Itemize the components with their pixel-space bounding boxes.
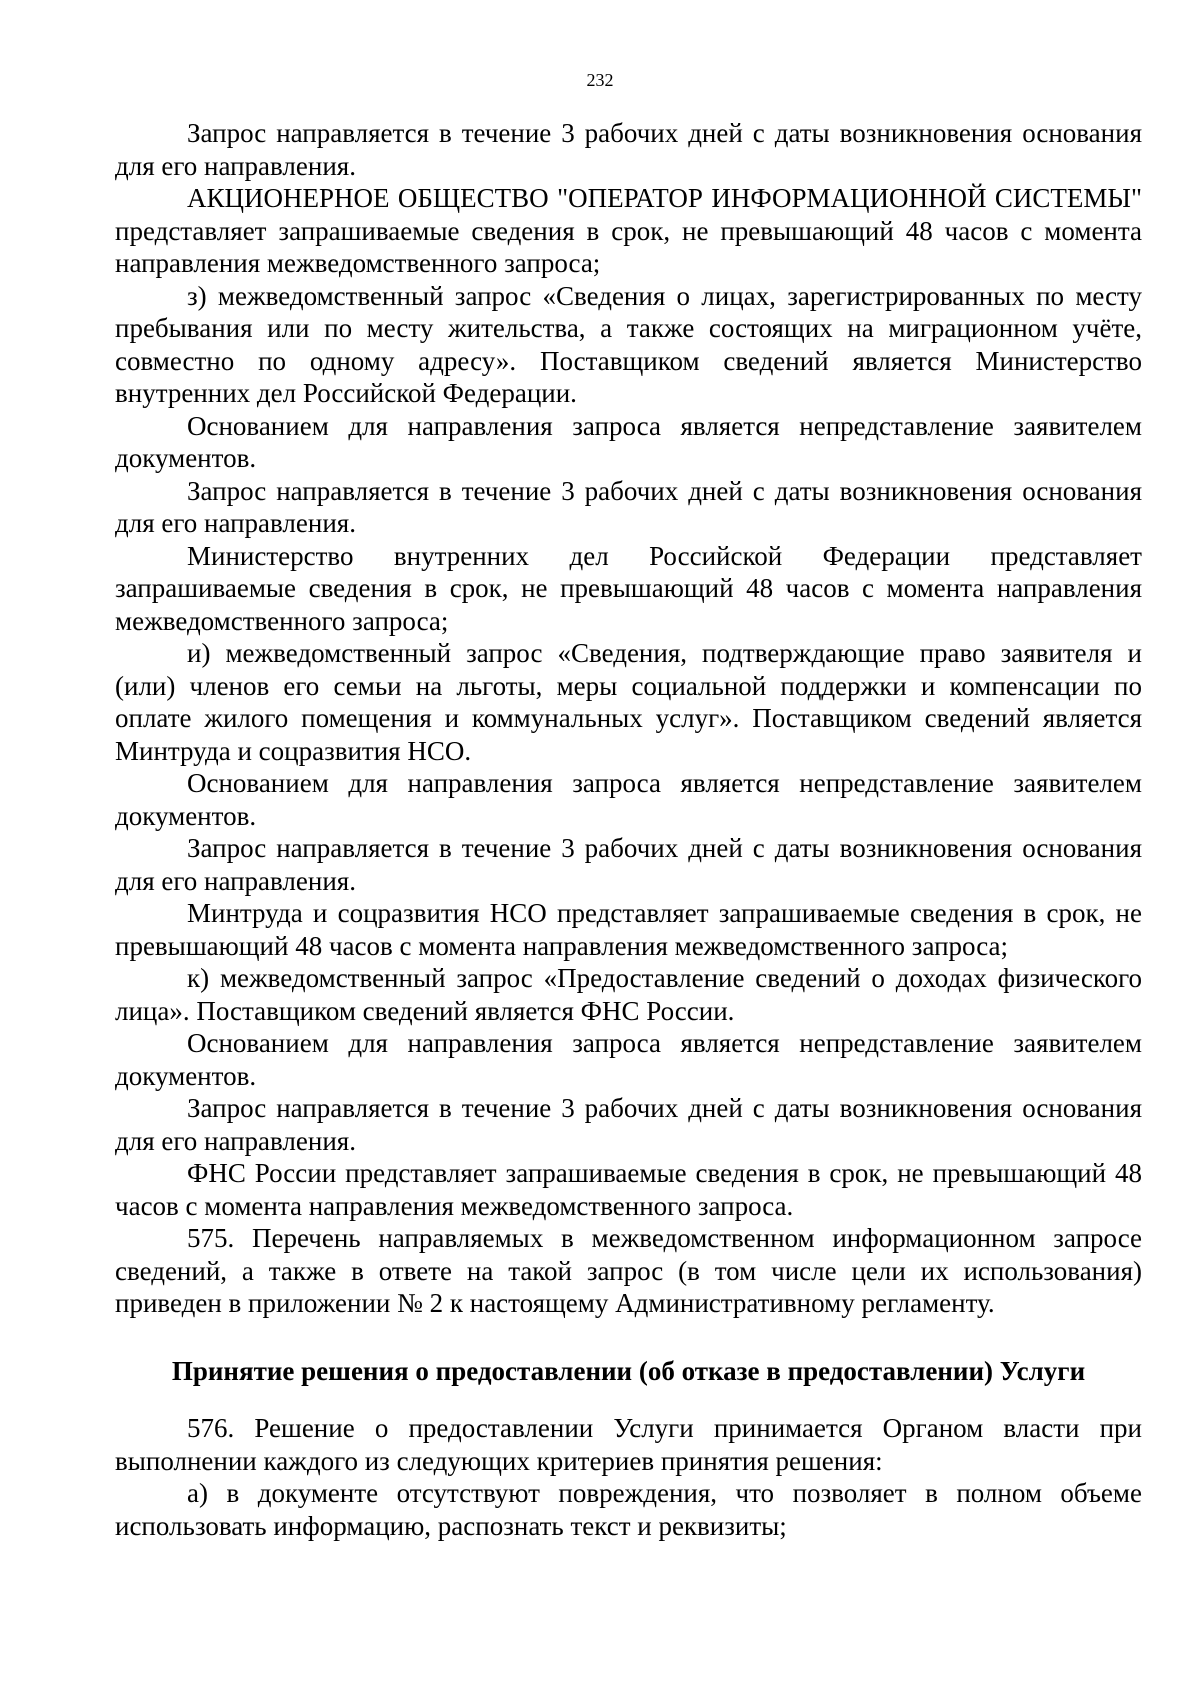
paragraph: 576. Решение о предоставлении Услуги принимается Органом власти при выполнении каждого из следующих критериев принятия решения: xyxy=(115,1413,1142,1476)
paragraph: Запрос направляется в течение 3 рабочих дней с даты возникновения основания для его направления. xyxy=(115,475,1142,538)
paragraph: Министерство внутренних дел Российской Федерации представляет запрашиваемые сведения в срок, не превышающий 48 часов с момента направления межведомственного запроса; xyxy=(115,540,1142,636)
paragraph: Основанием для направления запроса является непредставление заявителем документов. xyxy=(115,410,1142,473)
paragraph: з) межведомственный запрос «Сведения о лицах, зарегистрированных по месту пребывания или по месту жительства, а также состоящих на миграционном учёте, совместно по одному адресу». Поставщиком сведений является Министерство внутренних дел Российской Федерации. xyxy=(115,280,1142,408)
paragraph: 575. Перечень направляемых в межведомственном информационном запросе сведений, а также в ответе на такой запрос (в том числе цели их использования) приведен в приложении № 2 к настоящему Административному регламенту. xyxy=(115,1223,1142,1318)
section-heading: Принятие решения о предоставлении (об отказе в предоставлении) Услуги xyxy=(171,1355,1086,1386)
paragraph: к) межведомственный запрос «Предоставление сведений о доходах физического лица». Поставщиком сведений является ФНС России. xyxy=(115,963,1142,1026)
paragraph: Запрос направляется в течение 3 рабочих дней с даты возникновения основания для его направления. xyxy=(115,833,1142,896)
paragraph: а) в документе отсутствуют повреждения, что позволяет в полном объеме использовать информацию, распознать текст и реквизиты; xyxy=(115,1478,1142,1541)
paragraph: Запрос направляется в течение 3 рабочих дней с даты возникновения основания для его направления. xyxy=(115,1093,1142,1156)
paragraph: Основанием для направления запроса является непредставление заявителем документов. xyxy=(115,1028,1142,1091)
paragraph: АКЦИОНЕРНОЕ ОБЩЕСТВО "ОПЕРАТОР ИНФОРМАЦИОННОЙ СИСТЕМЫ" представляет запрашиваемые сведения в срок, не превышающий 48 часов с момента направления межведомственного запроса; xyxy=(115,183,1142,278)
paragraph: Запрос направляется в течение 3 рабочих дней с даты возникновения основания для его направления. xyxy=(115,118,1142,181)
document-body xyxy=(115,117,1142,1542)
page-number: 232 xyxy=(586,70,614,90)
paragraph: Минтруда и соцразвития НСО представляет запрашиваемые сведения в срок, не превышающий 48 часов с момента направления межведомственного запроса; xyxy=(115,898,1142,961)
paragraph: Основанием для направления запроса является непредставление заявителем документов. xyxy=(115,768,1142,831)
paragraph: ФНС России представляет запрашиваемые сведения в срок, не превышающий 48 часов с момента направления межведомственного запроса. xyxy=(115,1158,1142,1221)
paragraph: и) межведомственный запрос «Сведения, подтверждающие право заявителя и (или) членов его семьи на льготы, меры социальной поддержки и компенсации по оплате жилого помещения и коммунальных услуг». Поставщиком сведений является Минтруда и соцразвития НСО. xyxy=(115,638,1142,766)
